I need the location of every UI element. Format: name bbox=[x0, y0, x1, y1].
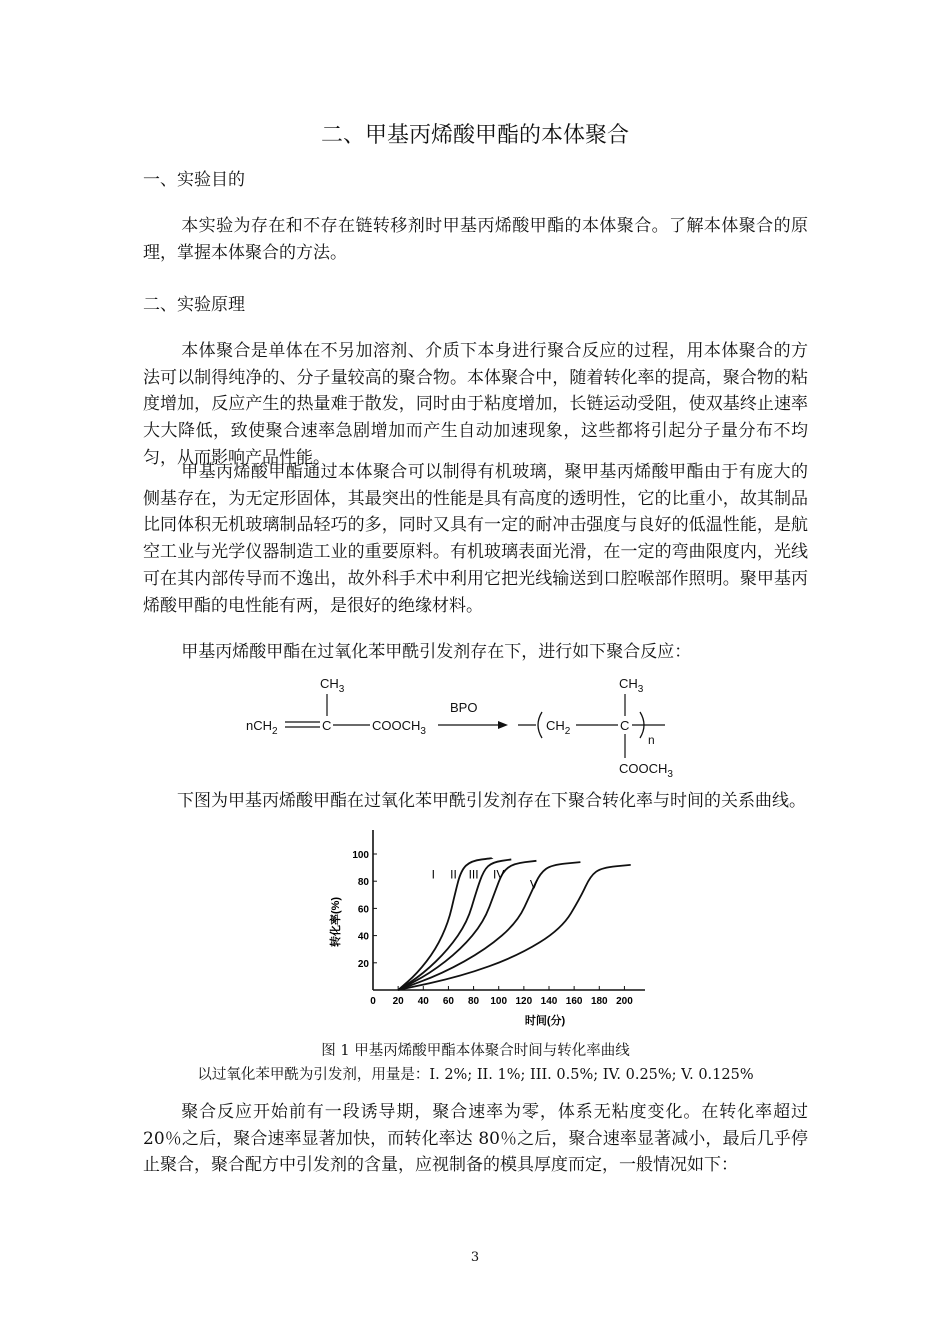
page-number: 3 bbox=[470, 1250, 480, 1265]
product-ester: $COOCH_3$ bbox=[619, 761, 673, 780]
reactant-ester: $COOCH_3$ bbox=[372, 718, 426, 737]
y-tick-label: 80 bbox=[357, 877, 369, 889]
figure-subcaption: 以过氧化苯甲酰为引发剂，用量是：I. 2%; II. 1%; III. 0.5%; IV. 0.25%; V. 0.125% bbox=[197, 1067, 754, 1083]
x-tick-label: 200 bbox=[616, 996, 633, 1007]
reactant-ch3: $CH_3$ bbox=[320, 676, 345, 695]
x-tick-label: 140 bbox=[540, 996, 558, 1007]
x-tick-label: 20 bbox=[392, 996, 404, 1007]
x-tick-label: 100 bbox=[490, 996, 508, 1007]
y-tick-label: 100 bbox=[352, 850, 369, 861]
repeat-n: n bbox=[648, 733, 655, 747]
x-axis-label: 时间(分) bbox=[524, 1015, 566, 1027]
series-label-ii: II bbox=[450, 867, 457, 882]
y-tick-label: 60 bbox=[357, 904, 369, 916]
x-tick-label: 40 bbox=[417, 996, 429, 1007]
paragraph-principle-2: 甲基丙烯酸甲酯通过本体聚合可以制得有机玻璃，聚甲基丙烯酸甲酯由于有庞大的侧基存在，为无定形固体，其最突出的性能是具有高度的透明性，它的比重小，故其制品比同体积无机玻璃制品轻巧的多，同时又具有一定的耐冲击强度与良好的低温性能，是航空工业与光学仪器制造工业的重要原料。有机玻璃表面光滑，在一定的弯曲限度内，光线可在其内部传导而不逸出，故外科手术中利用它把光线输送到口腔喉部作照明。聚甲基丙烯酸甲酯的电性能有两，是很好的绝缘材料。 bbox=[143, 462, 808, 616]
product-ch3: $CH_3$ bbox=[619, 676, 644, 695]
reactant-ch2: nCH$_2$ bbox=[246, 718, 278, 737]
y-tick-label: 40 bbox=[357, 931, 369, 943]
x-tick-label: 120 bbox=[515, 996, 533, 1007]
paragraph-purpose: 本实验为存在和不存在链转移剂时甲基丙烯酸甲酯的本体聚合。了解本体聚合的原理，掌握本体聚合的方法。 bbox=[143, 216, 808, 263]
x-tick-label: 160 bbox=[565, 996, 583, 1007]
series-label-iv: IV bbox=[493, 867, 505, 882]
x-tick-label: 180 bbox=[590, 996, 608, 1007]
product-ch2: $CH_2$ bbox=[546, 718, 571, 737]
reactant-c-atom: C bbox=[322, 718, 332, 733]
x-tick-label: 0 bbox=[370, 996, 376, 1007]
series-label-i: I bbox=[431, 867, 436, 882]
y-axis-label: 转化率(%) bbox=[330, 896, 342, 948]
x-tick-label: 80 bbox=[468, 996, 480, 1007]
series-label-v: V bbox=[529, 877, 538, 892]
reaction-scheme bbox=[240, 672, 680, 782]
x-tick-label: 60 bbox=[442, 996, 454, 1007]
y-tick-label: 20 bbox=[357, 958, 369, 970]
conversion-time-chart bbox=[315, 830, 665, 1035]
paragraph-principle-3: 甲基丙烯酸甲酯在过氧化苯甲酰引发剂存在下，进行如下聚合反应： bbox=[181, 642, 692, 662]
section-heading-principle: 二、实验原理 bbox=[143, 295, 245, 315]
paragraph-principle-1: 本体聚合是单体在不另加溶剂、介质下本身进行聚合反应的过程，用本体聚合的方法可以制得纯净的、分子量较高的聚合物。本体聚合中，随着转化率的提高，聚合物的粘度增加，反应产生的热量难于散发，同时由于粘度增加，长链运动受阻，使双基终止速率大大降低，致使聚合速率急剧增加而产生自动加速现象，这些都将引起分子量分布不均匀，从而影响产品性能。 bbox=[143, 341, 808, 468]
series-label-iii: III bbox=[468, 867, 479, 882]
section-heading-purpose: 一、实验目的 bbox=[143, 170, 245, 190]
figure-caption: 图 1 甲基丙烯酸甲酯本体聚合时间与转化率曲线 bbox=[321, 1043, 630, 1059]
paragraph-principle-4: 聚合反应开始前有一段诱导期，聚合速率为零，体系无粘度变化。在转化率超过 20％之后，聚合速率显著加快，而转化率达 80％之后，聚合速率显著减小，最后几乎停止聚合，聚合配方中引发剂的含量，应视制备的模具厚度而定，一般情况如下： bbox=[143, 1102, 808, 1176]
paragraph-figure-intro: 下图为甲基丙烯酸甲酯在过氧化苯甲酰引发剂存在下聚合转化率与时间的关系曲线。 bbox=[177, 791, 806, 811]
page-title: 二、甲基丙烯酸甲酯的本体聚合 bbox=[320, 123, 629, 148]
catalyst-label: BPO bbox=[450, 700, 478, 715]
product-c-atom: C bbox=[620, 718, 630, 733]
